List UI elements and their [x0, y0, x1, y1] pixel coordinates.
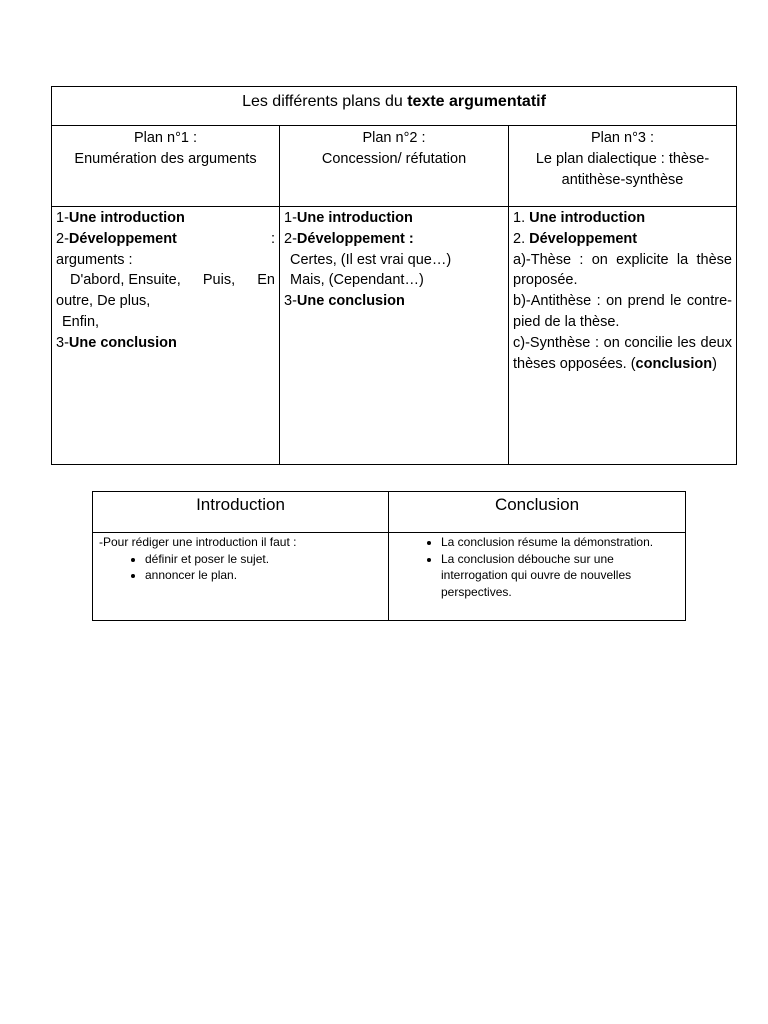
plan-1-step-2: 2-Développement : — [56, 230, 275, 247]
list-item: • La conclusion débouche sur une interrogation qui ouvre de nouvelles perspectives. — [441, 551, 679, 601]
plan-3-number: Plan n°3 : — [590, 130, 655, 146]
plan-1-connectors-end: Enfin, — [62, 313, 100, 330]
conclusion-content — [389, 533, 686, 621]
plan-2-step-2: 2-Développement : — [284, 230, 414, 247]
plan-3-step-2: 2. Développement — [513, 230, 638, 247]
plan-1-connectors-cont: outre, De plus, — [56, 293, 151, 310]
plan-1-number: Plan n°1 : — [133, 130, 198, 146]
list-item: • définir et poser le sujet. — [145, 551, 382, 568]
plan-3-antithese: b)-Antithèse : on prend le contre-pied de la thèse. — [513, 293, 732, 330]
plan-1-name: Enumération des arguments — [74, 151, 257, 167]
plan-3-content — [509, 207, 737, 465]
plans-table — [51, 86, 737, 465]
plan-2-name: Concession/ réfutation — [321, 151, 467, 167]
title-prefix: Les différents plans du — [242, 93, 408, 110]
plan-3-name: Le plan dialectique : thèse- — [535, 151, 710, 167]
plan-3-these: a)-Thèse : on explicite la thèse proposée. — [513, 251, 732, 289]
plan-3-name-cont: antithèse-synthèse — [561, 172, 684, 188]
plan-2-concession: Certes, (Il est vrai que…) — [290, 251, 452, 268]
plan-2-refutation: Mais, (Cependant…) — [290, 272, 424, 289]
plan-2-step-1: 1-Une introduction — [284, 210, 413, 226]
plan-3-header — [509, 126, 737, 207]
plan-3-synthese: c)-Synthèse : on concilie les deux thèses opposées. (conclusion) — [513, 334, 732, 372]
plan-2-header — [280, 126, 509, 207]
plan-2-number: Plan n°2 : — [362, 130, 426, 146]
plan-1-step-1: 1-Une introduction — [56, 210, 185, 226]
conclusion-list — [395, 534, 679, 600]
plan-1-step-3: 3-Une conclusion — [56, 334, 177, 351]
title-bold: texte argumentatif — [407, 93, 546, 110]
plan-2-step-3: 3-Une conclusion — [284, 293, 405, 310]
intro-content — [93, 533, 389, 621]
list-item: • La conclusion résume la démonstration. — [441, 534, 679, 551]
table-title — [52, 87, 737, 126]
plan-1-connectors: D'abord, Ensuite, Puis, En — [70, 272, 275, 289]
plan-1-content — [52, 207, 280, 465]
list-item: • annoncer le plan. — [145, 567, 382, 584]
plan-1-header — [52, 126, 280, 207]
intro-header: Introduction — [93, 492, 389, 533]
plan-3-step-1: 1. Une introduction — [513, 210, 646, 226]
conclusion-header: Conclusion — [389, 492, 686, 533]
intro-list — [99, 551, 382, 584]
plan-1-arguments: arguments : — [56, 251, 133, 268]
intro-conclusion-table — [92, 491, 686, 621]
plan-2-content — [280, 207, 509, 465]
intro-lead: -Pour rédiger une introduction il faut : — [99, 535, 297, 549]
